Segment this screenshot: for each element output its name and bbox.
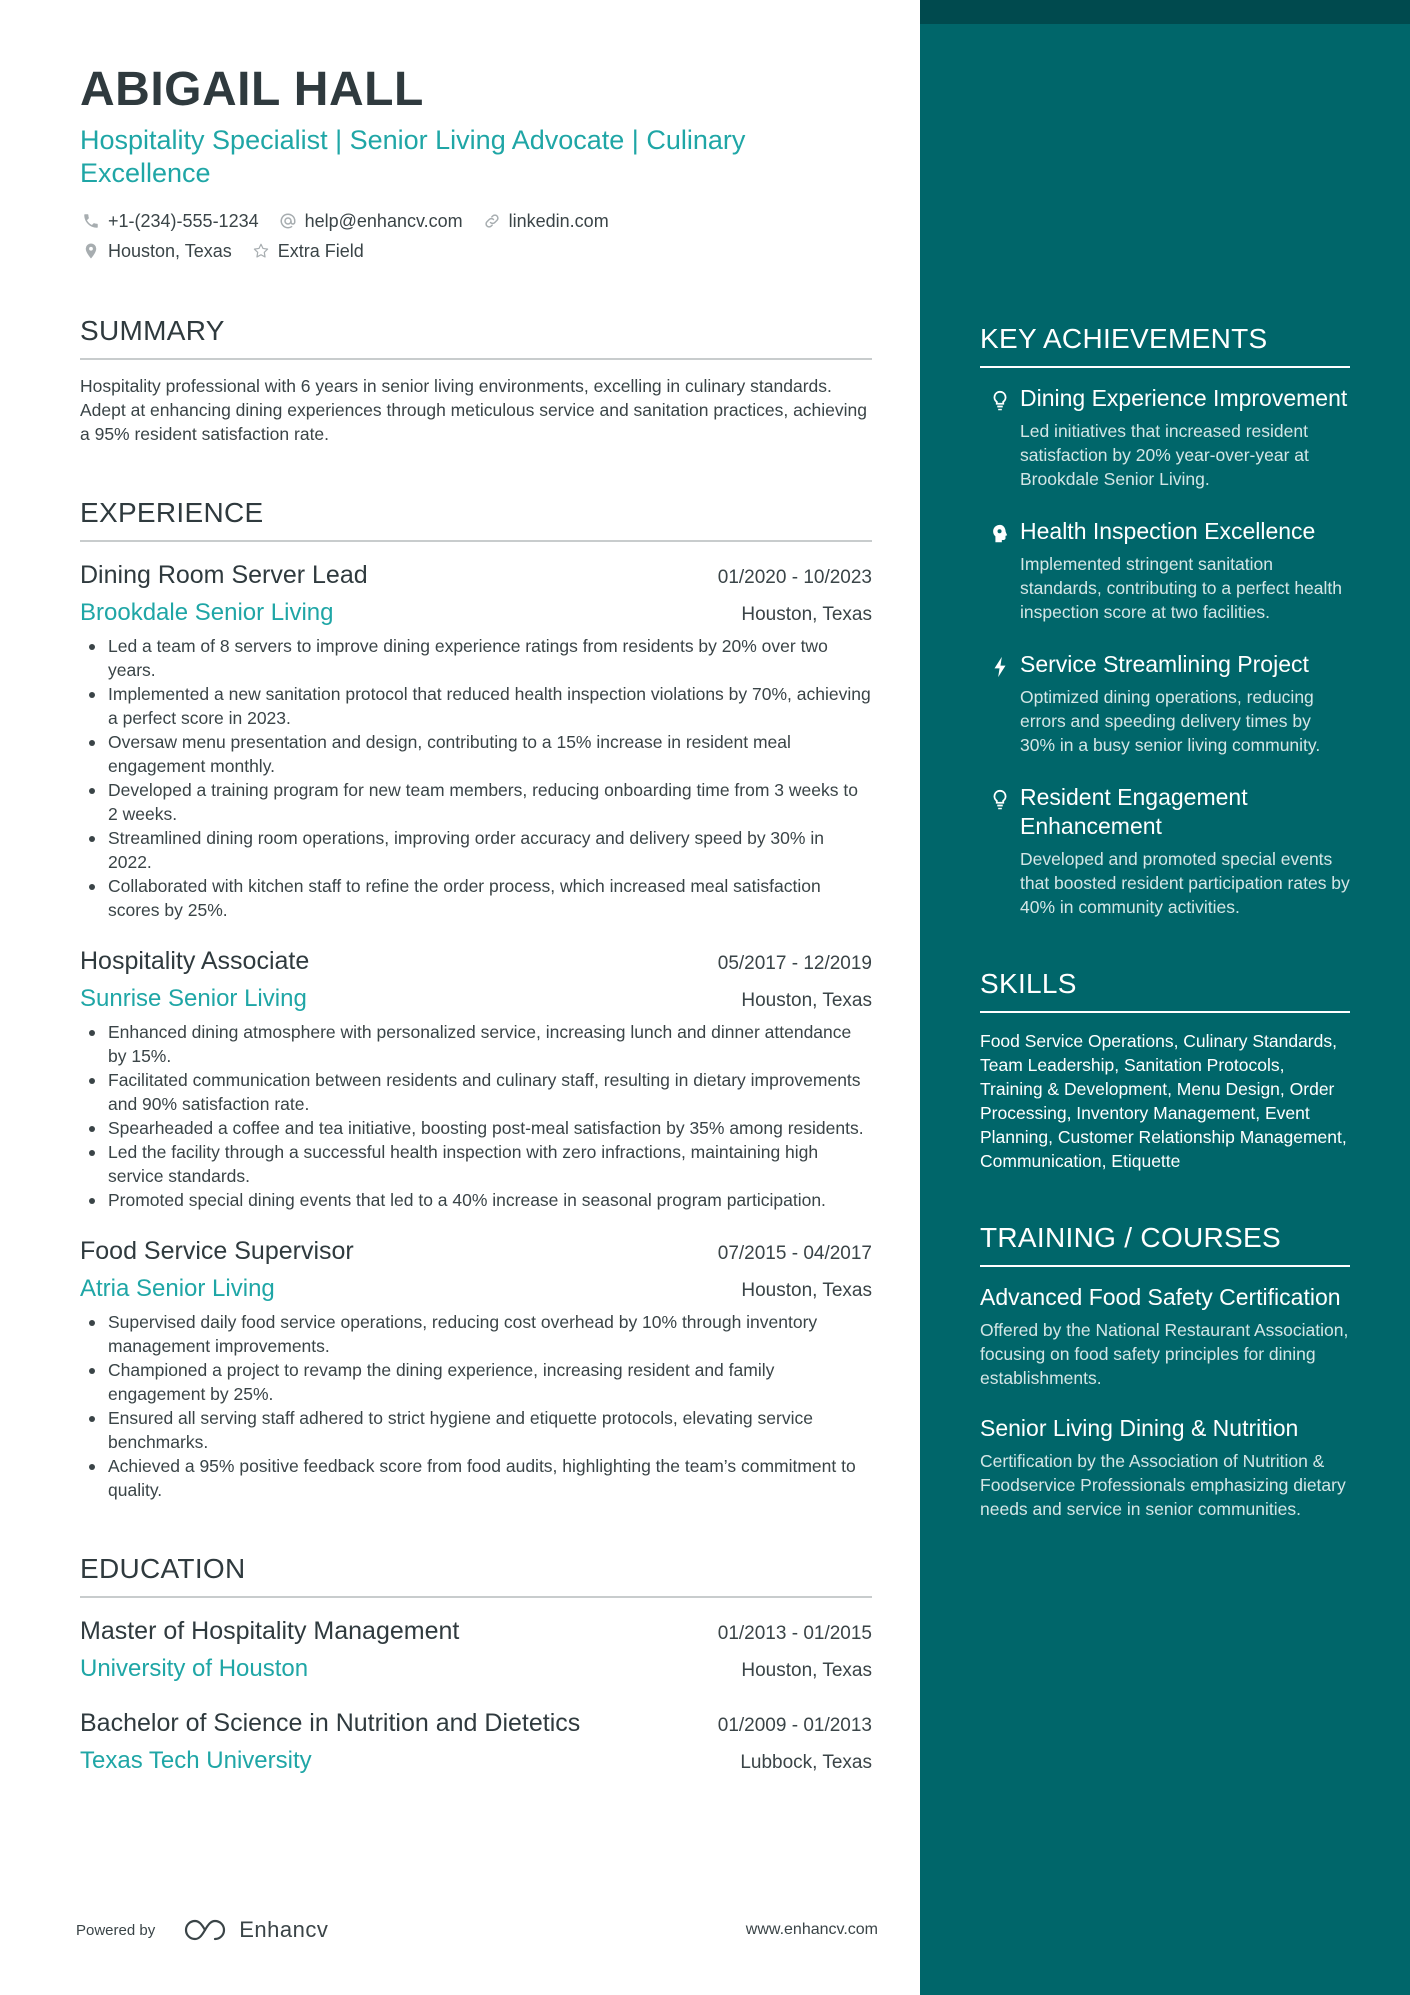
website-link[interactable]: www.enhancv.com [745, 1921, 878, 1938]
company-name: Sunrise Senior Living [80, 985, 307, 1012]
achievement-title: Resident Engagement Enhancement [1020, 784, 1248, 839]
contact-extra [250, 240, 364, 262]
bullet-item: Promoted special dining events that led to a 40% increase in seasonal program participation. [80, 1188, 872, 1212]
bullet-item: Streamlined dining room operations, improving order accuracy and delivery speed by 30% in 2022. [80, 826, 872, 874]
achievement-title: Service Streamlining Project [1020, 651, 1309, 677]
experience-section [80, 496, 872, 1502]
course-description: Certification by the Association of Nutrition & Foodservice Professionals emphasizing dietary needs and service in senior communities. [980, 1451, 1346, 1519]
contact-phone [80, 210, 259, 232]
infinity-logo-icon [181, 1917, 229, 1943]
achievement-item [980, 783, 1350, 919]
bullet-item: Achieved a 95% positive feedback score from food audits, highlighting the team’s commitment to quality. [80, 1454, 872, 1502]
education-section [80, 1552, 872, 1776]
entry-subheader [80, 1746, 872, 1776]
training-section [980, 1221, 1350, 1521]
entry-header [80, 944, 872, 978]
contact-info [80, 206, 872, 266]
job-location: Houston, Texas [741, 990, 872, 1011]
contact-email[interactable] [277, 210, 463, 232]
job-bullets [80, 1310, 872, 1502]
head-gear-icon [980, 517, 1020, 624]
education-entry [80, 1706, 872, 1776]
achievement-title: Dining Experience Improvement [1020, 385, 1348, 411]
job-location: Houston, Texas [741, 604, 872, 625]
summary-text: Hospitality professional with 6 years in senior living environments, excelling in culinary standards. Adept at enhancing dining experiences through meticulous service and sanitation practices, achieving a 95% resident satisfaction rate. [80, 376, 868, 444]
experience-entry [80, 944, 872, 1212]
job-title: Dining Room Server Lead [80, 561, 368, 589]
extra-text: Extra Field [277, 240, 364, 261]
contact-location [80, 240, 232, 262]
course-item [980, 1414, 1350, 1521]
achievement-description: Implemented stringent sanitation standards, contributing to a perfect health inspection score at two facilities. [1020, 554, 1343, 622]
experience-entry [80, 1234, 872, 1502]
brand-name: Enhancv [239, 1917, 329, 1942]
bullet-item: Implemented a new sanitation protocol that reduced health inspection violations by 70%, achieving a perfect score in 2023. [80, 682, 872, 730]
entry-subheader [80, 598, 872, 628]
linkedin-text: linkedin.com [508, 210, 609, 231]
entry-subheader [80, 1654, 872, 1684]
location-pin-icon [80, 240, 102, 262]
achievement-description: Optimized dining operations, reducing errors and speeding delivery times by 30% in a busy senior living community. [1020, 687, 1321, 755]
school-location: Lubbock, Texas [740, 1752, 872, 1773]
lightning-bolt-icon [980, 650, 1020, 757]
powered-by-label: Powered by [76, 1921, 156, 1939]
degree-name: Master of Hospitality Management [80, 1617, 460, 1645]
achievement-item [980, 384, 1350, 491]
job-dates: 07/2015 - 04/2017 [717, 1243, 872, 1264]
contact-row-1 [80, 206, 872, 236]
bullet-item: Led the facility through a successful health inspection with zero infractions, maintaining high service standards. [80, 1140, 872, 1188]
bullet-item: Enhanced dining atmosphere with personalized service, increasing lunch and dinner attendance by 15%. [80, 1020, 872, 1068]
experience-entry [80, 558, 872, 922]
brand-logo[interactable] [181, 1917, 328, 1943]
skills-section [980, 967, 1350, 1173]
footer [76, 1910, 878, 1950]
lightbulb-icon [980, 783, 1020, 919]
at-sign-icon [277, 210, 299, 232]
bullet-item: Ensured all serving staff adhered to strict hygiene and etiquette protocols, elevating service benchmarks. [80, 1406, 872, 1454]
sidebar-column [920, 0, 1410, 1995]
achievement-title: Health Inspection Excellence [1020, 518, 1316, 544]
job-bullets [80, 1020, 872, 1212]
education-dates: 01/2013 - 01/2015 [717, 1623, 872, 1644]
course-description: Offered by the National Restaurant Association, focusing on food safety principles for dining establishments. [980, 1320, 1349, 1388]
skills-title: SKILLS [980, 967, 1350, 1013]
job-dates: 05/2017 - 12/2019 [717, 953, 872, 974]
bullet-item: Developed a training program for new team members, reducing onboarding time from 3 weeks to 2 weeks. [80, 778, 872, 826]
company-name: Atria Senior Living [80, 1275, 275, 1302]
bullet-item: Spearheaded a coffee and tea initiative, boosting post-meal satisfaction by 35% among residents. [80, 1116, 872, 1140]
job-title: Hospitality Associate [80, 947, 310, 975]
school-name: Texas Tech University [80, 1747, 312, 1774]
sidebar-top-band [920, 0, 1410, 24]
achievement-item [980, 517, 1350, 624]
achievement-body [1020, 783, 1350, 919]
entry-subheader [80, 984, 872, 1014]
main-column-content [80, 62, 872, 1776]
entry-header [80, 1234, 872, 1268]
bullet-item: Facilitated communication between residents and culinary staff, resulting in dietary improvements and 90% satisfaction rate. [80, 1068, 872, 1116]
bullet-item: Supervised daily food service operations, reducing cost overhead by 10% through inventory management improvements. [80, 1310, 872, 1358]
company-name: Brookdale Senior Living [80, 599, 334, 626]
summary-section [80, 314, 872, 446]
bullet-item: Championed a project to revamp the dining experience, increasing resident and family engagement by 25%. [80, 1358, 872, 1406]
bullet-item: Led a team of 8 servers to improve dining experience ratings from residents by 20% over two years. [80, 634, 872, 682]
lightbulb-icon [980, 384, 1020, 491]
achievement-description: Developed and promoted special events that boosted resident participation rates by 40% in community activities. [1020, 849, 1350, 917]
education-title: EDUCATION [80, 1552, 872, 1598]
achievements-title: KEY ACHIEVEMENTS [980, 322, 1350, 368]
link-icon [481, 210, 503, 232]
education-dates: 01/2009 - 01/2013 [717, 1715, 872, 1736]
phone-text: +1-(234)-555-1234 [108, 210, 259, 231]
entry-header [80, 558, 872, 592]
summary-title: SUMMARY [80, 314, 872, 360]
entry-subheader [80, 1274, 872, 1304]
achievement-body [1020, 384, 1350, 491]
job-dates: 01/2020 - 10/2023 [717, 567, 872, 588]
star-icon [250, 240, 272, 262]
job-title: Food Service Supervisor [80, 1237, 354, 1265]
achievement-body [1020, 517, 1350, 624]
contact-row-2 [80, 236, 872, 266]
contact-linkedin[interactable] [481, 210, 609, 232]
phone-icon [80, 210, 102, 232]
course-title: Advanced Food Safety Certification [980, 1284, 1341, 1310]
candidate-name: ABIGAIL HALL [80, 63, 424, 116]
entry-header [80, 1614, 872, 1648]
school-location: Houston, Texas [741, 1660, 872, 1681]
achievements-section [980, 322, 1350, 919]
achievement-description: Led initiatives that increased resident satisfaction by 20% year-over-year at Brookdale Senior Living. [1020, 421, 1309, 489]
achievement-item [980, 650, 1350, 757]
education-entry [80, 1614, 872, 1684]
course-title: Senior Living Dining & Nutrition [980, 1415, 1299, 1441]
location-text: Houston, Texas [108, 240, 232, 261]
experience-title: EXPERIENCE [80, 496, 872, 542]
degree-name: Bachelor of Science in Nutrition and Dietetics [80, 1709, 581, 1737]
footer-branding [76, 1917, 328, 1943]
entry-header [80, 1706, 872, 1740]
bullet-item: Oversaw menu presentation and design, contributing to a 15% increase in resident meal engagement monthly. [80, 730, 872, 778]
achievement-body [1020, 650, 1350, 757]
job-bullets [80, 634, 872, 922]
bullet-item: Collaborated with kitchen staff to refine the order process, which increased meal satisfaction scores by 25%. [80, 874, 872, 922]
school-name: University of Houston [80, 1655, 309, 1682]
email-text: help@enhancv.com [304, 210, 463, 231]
training-title: TRAINING / COURSES [980, 1221, 1350, 1267]
skills-list: Food Service Operations, Culinary Standards, Team Leadership, Sanitation Protocols, Training & Development, Menu Design, Order Processing, Inventory Management, Event Planning, Customer Relationship Management, Communication, Etiquette [980, 1031, 1347, 1171]
sidebar-content [980, 322, 1350, 1569]
course-item [980, 1283, 1350, 1390]
candidate-headline: Hospitality Specialist | Senior Living Advocate | Culinary Excellence [80, 125, 746, 188]
job-location: Houston, Texas [741, 1280, 872, 1301]
